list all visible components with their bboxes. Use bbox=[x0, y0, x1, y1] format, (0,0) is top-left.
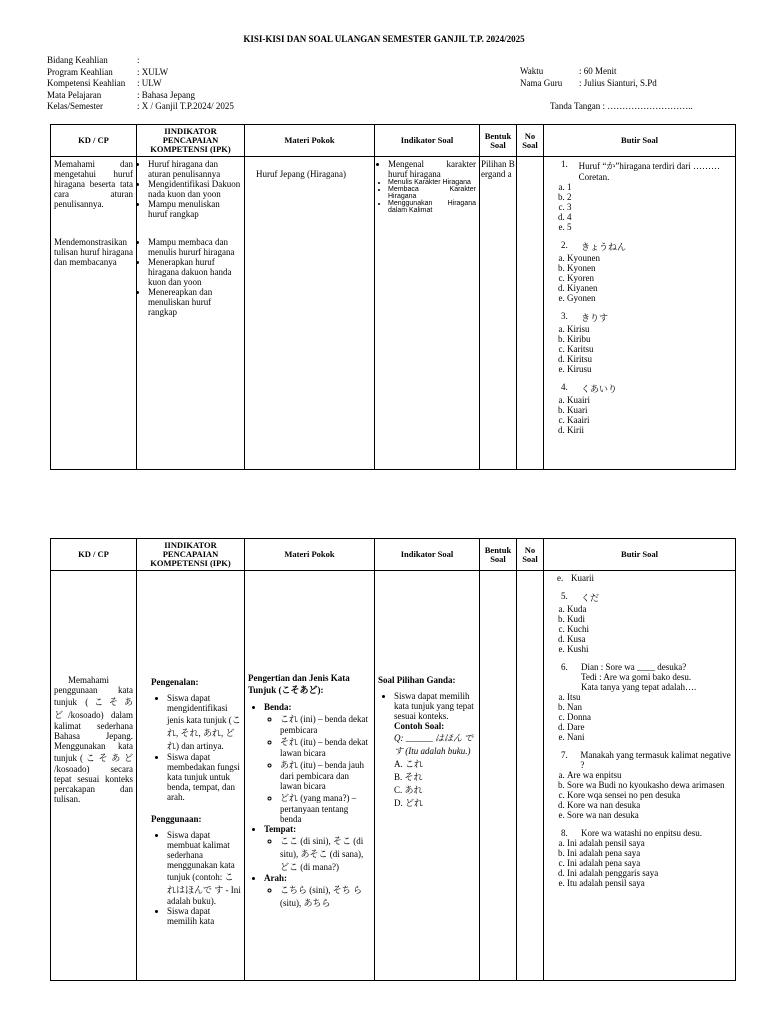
info-value: : XULW bbox=[137, 66, 169, 77]
question-item bbox=[547, 750, 732, 820]
kd-text-2: Mendemonstrasikan tulisan huruf hiragana dan membacanya bbox=[54, 237, 133, 267]
question-number: 7. bbox=[561, 750, 568, 760]
ipk-intro-head: Pengenalan: bbox=[151, 677, 199, 687]
answer-option: d. Kirii bbox=[567, 425, 732, 435]
info-value: : 60 Menit bbox=[579, 66, 617, 76]
answer-option: b. Kudi bbox=[567, 614, 732, 624]
indikator-item: Siswa dapat memilih kata tunjuk yang tepat sesuai konteks. bbox=[394, 691, 474, 721]
header-ipk: IINDIKATOR PENCAPAIAN KOMPETENSI (IPK) bbox=[137, 125, 245, 157]
question-text: くだ bbox=[581, 593, 600, 603]
answer-option: d. 4 bbox=[567, 212, 732, 222]
materi-head: Pengertian dan Jenis Kata Tunjuk (こそあど): bbox=[248, 673, 350, 695]
materi-item: ◦ これ (ini) – benda dekat pembicara bbox=[280, 712, 371, 735]
ipk-item: • Mampu membaca dan menulis hururf hiragana bbox=[148, 237, 241, 257]
contoh-soal-option: B. それ bbox=[394, 772, 423, 782]
carry-option: e. Kuarii bbox=[557, 573, 594, 583]
answer-option: c. Karitsu bbox=[567, 344, 732, 354]
question-number: 5. bbox=[561, 591, 568, 601]
document-title: KISI-KISI DAN SOAL ULANGAN SEMESTER GANJIL T.P. 2024/2025 bbox=[243, 34, 525, 44]
question-item bbox=[547, 240, 732, 303]
answer-option: d. Dare bbox=[567, 722, 732, 732]
answer-option: c. Ini adalah pena saya bbox=[567, 858, 732, 868]
materi-item: ◦ それ (itu) – benda dekat lawan bicara bbox=[280, 735, 371, 758]
ipk-item: • Mampu menuliskan huruf rangkap bbox=[148, 199, 241, 219]
question-text: Dian : Sore wa ____ desuka? Tedi : Are wa gomi bako desu. Kata tanya yang tepat adalah…. bbox=[581, 662, 697, 692]
answer-option: c. Kore wqa sensei no pen desuka bbox=[567, 790, 732, 800]
kd-text: Memahami penggunaan kata tunjuk (こそあ ど/kosoado) dalam kalimat sederhana Bahasa Jepang. Menggunakan kata tunjuk ( こ そ あ ど /kosoado) secara tepat sesuai konteks percakapan dan tulisan. bbox=[54, 675, 133, 804]
info-label: Bidang Keahlian bbox=[47, 55, 108, 65]
question-text: くあいり bbox=[581, 384, 618, 394]
answer-option: b. Sore wa Budi no kyoukasho dewa arimasen bbox=[567, 780, 732, 790]
butir-cell bbox=[544, 571, 736, 981]
indikator-cell bbox=[375, 571, 480, 981]
answer-option: a. Kirisu bbox=[567, 324, 732, 334]
header-indikator: Indikator Soal bbox=[375, 125, 480, 157]
question-item bbox=[547, 828, 732, 888]
answer-option: e. Itu adalah pensil saya bbox=[567, 878, 732, 888]
answer-option: a. Kuairi bbox=[567, 395, 732, 405]
answer-option: e. 5 bbox=[567, 222, 732, 232]
answer-option: d. Kusa bbox=[567, 634, 732, 644]
info-label: Nama Guru bbox=[520, 77, 563, 88]
bentuk-text: Pilihan Bergand a bbox=[481, 159, 515, 179]
table-kisi-kisi-1 bbox=[50, 124, 736, 470]
contoh-soal-option: C. あれ bbox=[394, 785, 423, 795]
question-item bbox=[547, 382, 732, 435]
answer-option: b. Kyonen bbox=[567, 263, 732, 273]
materi-cell bbox=[245, 157, 375, 470]
answer-option: b. 2 bbox=[567, 192, 732, 202]
materi-arah: Arah: bbox=[264, 873, 287, 883]
answer-option: e. Nani bbox=[567, 732, 732, 742]
question-item bbox=[547, 591, 732, 654]
answer-option: a. Kuda bbox=[567, 604, 732, 614]
question-number: 8. bbox=[561, 828, 568, 838]
butir-cell bbox=[544, 157, 736, 470]
question-number: 2. bbox=[561, 240, 568, 250]
materi-cell bbox=[245, 571, 375, 981]
ipk-item: • Siswa dapat membuat kalimat sederhana menggunakan kata tunjuk (contoh: これはほんで す - Ini adalah buku). bbox=[167, 830, 241, 906]
answer-option: c. Kaairi bbox=[567, 415, 732, 425]
materi-item: ◦ どれ (yang mana?) – pertanyaan tentang benda bbox=[280, 791, 371, 824]
question-item bbox=[547, 311, 732, 374]
no-soal-cell bbox=[517, 157, 544, 470]
materi-item: ◦ こちら (sini), そち ら (situ), あちら bbox=[280, 883, 371, 909]
indikator-item: • Mengenal karakter huruf hiragana bbox=[388, 159, 476, 179]
header-indikator: Indikator Soal bbox=[375, 539, 480, 571]
info-label: Mata Pelajaran bbox=[47, 89, 102, 100]
answer-option: a. 1 bbox=[567, 182, 732, 192]
answer-option: d. Kore wa nan desuka bbox=[567, 800, 732, 810]
answer-option: d. Ini adalah penggaris saya bbox=[567, 868, 732, 878]
materi-item: ◦ ここ (di sini), そこ (di situ), あそこ (di sana), どこ (di mana?) bbox=[280, 834, 371, 873]
materi-benda: Benda: bbox=[264, 702, 292, 712]
materi-item: ◦ あれ (itu) – benda jauh dari pembicara dan lawan bicara bbox=[280, 758, 371, 791]
header-no-soal: No Soal bbox=[517, 125, 544, 157]
question-item bbox=[547, 662, 732, 742]
answer-option: e. Gyonen bbox=[567, 293, 732, 303]
contoh-soal-question: Q: ______ はほん です (Itu adalah buku.) bbox=[394, 733, 474, 756]
info-label: Waktu bbox=[520, 66, 544, 76]
answer-option: e. Sore wa nan desuka bbox=[567, 810, 732, 820]
ipk-cell bbox=[137, 571, 245, 981]
answer-option: d. Kiritsu bbox=[567, 354, 732, 364]
ipk-item: • Mengidentifikasi Dakuon nada kuon dan yoon bbox=[148, 179, 241, 199]
answer-option: a. Itsu bbox=[567, 692, 732, 702]
header-kd: KD / CP bbox=[51, 125, 137, 157]
answer-option: a. Kyounen bbox=[567, 253, 732, 263]
bentuk-cell bbox=[480, 571, 517, 981]
ipk-item: • Huruf hiragana dan aturan penulisannya bbox=[148, 159, 241, 179]
header-no-soal: No Soal bbox=[517, 539, 544, 571]
indikator-cell bbox=[375, 157, 480, 470]
header-kd: KD / CP bbox=[51, 539, 137, 571]
info-value: : bbox=[137, 55, 140, 65]
indikator-item: • Menggunakan Hiragana dalam Kalimat bbox=[388, 200, 476, 214]
question-text: きょうねん bbox=[581, 242, 627, 252]
answer-option: a. Ini adalah pensil saya bbox=[567, 838, 732, 848]
materi-text: Huruf Jepang (Hiragana) bbox=[256, 169, 346, 179]
header-bentuk: Bentuk Soal bbox=[480, 539, 517, 571]
info-value: : Bahasa Jepang bbox=[137, 89, 195, 100]
indikator-item: • Menulis Karakter Hiragana bbox=[388, 179, 476, 186]
ipk-use-head: Penggunaan: bbox=[151, 814, 202, 824]
question-number: 4. bbox=[561, 382, 568, 392]
info-label: Kelas/Semester bbox=[47, 101, 103, 111]
materi-tempat: Tempat: bbox=[264, 824, 297, 834]
answer-option: b. Kuari bbox=[567, 405, 732, 415]
question-number: 1. bbox=[561, 159, 568, 169]
kd-text-1: Memahami dan mengetahui huruf hiragana beserta tata cara aturan penulisannya. bbox=[54, 159, 133, 209]
indikator-head: Soal Pilihan Ganda: bbox=[378, 675, 456, 685]
question-text: きりす bbox=[581, 313, 609, 323]
question-item bbox=[547, 159, 732, 232]
bentuk-cell bbox=[480, 157, 517, 470]
ipk-item: • Siswa dapat mengidentifikasi jenis kata tunjuk (これ, それ, あれ, どれ) dan artinya. bbox=[167, 693, 241, 752]
info-value: : ULW bbox=[137, 78, 162, 88]
answer-option: a. Are wa enpitsu bbox=[567, 770, 732, 780]
info-label: Kompetensi Keahlian bbox=[47, 78, 126, 88]
answer-option: b. Ini adalah pena saya bbox=[567, 848, 732, 858]
question-text: Kore wa watashi no enpitsu desu. bbox=[581, 828, 702, 838]
question-text: Manakah yang termasuk kalimat negative ? bbox=[580, 750, 731, 770]
ipk-item: • Menereapkan dan menuliskan huruf rangkap bbox=[148, 287, 241, 317]
answer-option: e. Kirusu bbox=[567, 364, 732, 374]
answer-option: c. Donna bbox=[567, 712, 732, 722]
ipk-item: • Menerapkan huruf hiragana dakuon handa kuon dan yoon bbox=[148, 257, 241, 287]
no-soal-cell bbox=[517, 571, 544, 981]
ipk-item: • Siswa dapat membedakan fungsi kata tunjuk untuk benda, tempat, dan arah. bbox=[167, 752, 241, 802]
header-materi: Materi Pokok bbox=[245, 125, 375, 157]
answer-option: c. Kuchi bbox=[567, 624, 732, 634]
answer-option: b. Nan bbox=[567, 702, 732, 712]
tanda-tangan: Tanda Tangan : ……………………….. bbox=[550, 101, 693, 111]
answer-option: d. Kiyanen bbox=[567, 283, 732, 293]
kd-cell bbox=[51, 157, 137, 470]
question-number: 6. bbox=[561, 662, 568, 672]
header-bentuk: Bentuk Soal bbox=[480, 125, 517, 157]
answer-option: c. 3 bbox=[567, 202, 732, 212]
indikator-item: • Membaca Karakter Hiragana bbox=[388, 186, 476, 200]
kd-cell bbox=[51, 571, 137, 981]
contoh-soal-label: Contoh Soal: bbox=[394, 721, 445, 731]
info-value: : X / Ganjil T.P.2024/ 2025 bbox=[137, 101, 234, 111]
info-value: : Julius Sianturi, S.Pd bbox=[579, 77, 657, 88]
header-butir: Butir Soal bbox=[544, 125, 736, 157]
header-butir: Butir Soal bbox=[544, 539, 736, 571]
ipk-item: • Siswa dapat memilih kata bbox=[167, 906, 241, 926]
ipk-cell bbox=[137, 157, 245, 470]
contoh-soal-option: D. どれ bbox=[394, 798, 423, 808]
answer-option: e. Kushi bbox=[567, 644, 732, 654]
answer-option: b. Kiribu bbox=[567, 334, 732, 344]
answer-option: c. Kyoren bbox=[567, 273, 732, 283]
info-label: Program Keahlian bbox=[47, 66, 113, 77]
question-number: 3. bbox=[561, 311, 568, 321]
header-ipk: IINDIKATOR PENCAPAIAN KOMPETENSI (IPK) bbox=[137, 539, 245, 571]
header-materi: Materi Pokok bbox=[245, 539, 375, 571]
question-text: Huruf “か”hiragana terdiri dari ……… Coretan. bbox=[578, 161, 721, 182]
table-kisi-kisi-2 bbox=[50, 538, 736, 981]
contoh-soal-option: A. これ bbox=[394, 759, 423, 769]
